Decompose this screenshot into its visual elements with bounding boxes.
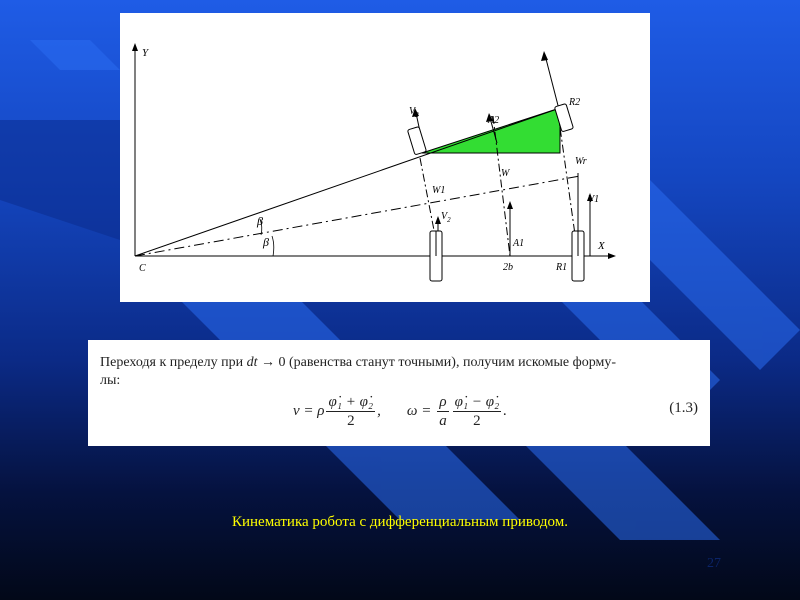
omega-fraction-1 bbox=[437, 393, 448, 430]
omega-frac2-numerator: φ̇₁ − φ̇₂ bbox=[454, 393, 500, 410]
kinematics-diagram bbox=[120, 13, 650, 302]
formula-text-before: Переходя к пределу при bbox=[100, 355, 247, 370]
omega-period: . bbox=[503, 402, 507, 419]
w-label: W bbox=[501, 168, 510, 179]
v2-upper-label: $V_2$ bbox=[409, 106, 419, 119]
a2-label: A2 bbox=[488, 115, 500, 126]
equation-number: (1.3) bbox=[669, 400, 698, 416]
omega-frac1-denominator: a bbox=[439, 412, 447, 429]
beta-arc-lower bbox=[272, 236, 274, 256]
velocity-arrow-r2-head bbox=[541, 51, 548, 61]
v-lhs: v = ρ bbox=[293, 402, 325, 419]
v-fraction bbox=[326, 393, 375, 430]
y-axis-arrow bbox=[132, 43, 138, 51]
x-axis-arrow bbox=[608, 253, 616, 259]
v1-label: V1 bbox=[588, 194, 600, 205]
y-axis-label: Y bbox=[142, 47, 149, 59]
formula-text-line2: лы: bbox=[100, 373, 121, 388]
v-comma: , bbox=[377, 402, 381, 419]
beta-upper-label: β bbox=[257, 214, 263, 228]
page-number: 27 bbox=[707, 556, 721, 571]
omega-lhs: ω = bbox=[406, 402, 432, 419]
wr-label: Wr bbox=[575, 156, 587, 167]
kinematics-diagram-panel bbox=[120, 13, 650, 302]
x-axis-label: X bbox=[598, 240, 605, 252]
velocity-arrow-a1-head bbox=[507, 201, 513, 209]
two-b-label: 2b bbox=[503, 262, 513, 273]
line-c-to-r2 bbox=[135, 108, 560, 256]
r2-label: R2 bbox=[569, 97, 581, 108]
v2-lower-label: $V_2$ bbox=[441, 211, 451, 224]
omega-frac1-numerator: ρ bbox=[439, 393, 447, 410]
formula-panel bbox=[88, 340, 710, 446]
v-numerator: φ̇₁ + φ̇₂ bbox=[328, 393, 374, 410]
formula-text-after: → 0 (равенства станут точными), получим искомые форму- bbox=[257, 355, 617, 370]
w1-label: W1 bbox=[432, 185, 446, 196]
equation-row bbox=[293, 391, 507, 431]
a1-label: A1 bbox=[513, 238, 525, 249]
omega-frac2-denominator: 2 bbox=[473, 412, 481, 429]
v-denominator: 2 bbox=[347, 412, 355, 429]
formula-dt: dt bbox=[246, 355, 258, 370]
r1-label: R1 bbox=[556, 262, 568, 273]
slide-caption: Кинематика робота с дифференциальным приводом. bbox=[232, 514, 568, 530]
wheel-upper-left bbox=[407, 127, 426, 155]
formula-paragraph bbox=[100, 354, 700, 390]
omega-fraction-2 bbox=[453, 393, 502, 430]
origin-label: C bbox=[139, 263, 146, 274]
beta-lower-label: β bbox=[263, 235, 269, 249]
